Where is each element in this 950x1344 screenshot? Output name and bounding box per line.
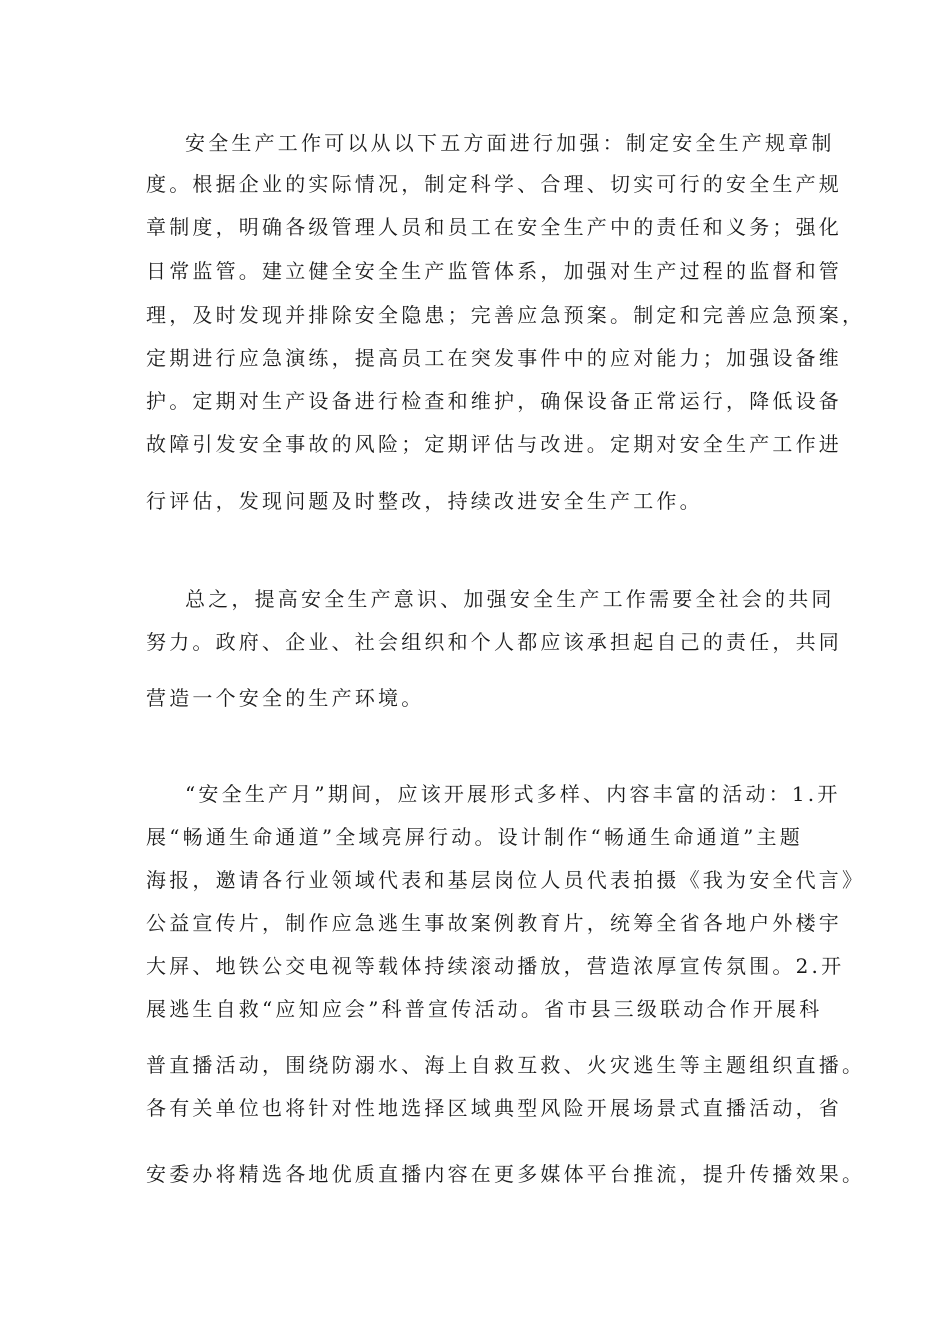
- paragraph-3-line-1: “安全生产月”期间，应该开展形式多样、内容丰富的活动：1.开: [185, 782, 841, 806]
- paragraph-1-line-2: 度。根据企业的实际情况，制定科学、合理、切实可行的安全生产规: [146, 172, 842, 196]
- paragraph-2-line-1: 总之，提高安全生产意识、加强安全生产工作需要全社会的共同: [185, 587, 835, 611]
- paragraph-3-line-6: 展逃生自救“应知应会”科普宣传活动。省市县三级联动合作开展科: [146, 997, 823, 1021]
- paragraph-1-line-9: 行评估，发现问题及时整改，持续改进安全生产工作。: [146, 489, 703, 513]
- paragraph-1-line-8: 故障引发安全事故的风险；定期评估与改进。定期对安全生产工作进: [146, 432, 842, 456]
- paragraph-2-line-2: 努力。政府、企业、社会组织和个人都应该承担起自己的责任，共同: [146, 630, 842, 654]
- paragraph-3-line-9: 安委办将精选各地优质直播内容在更多媒体平台推流，提升传播效果。: [146, 1162, 866, 1186]
- paragraph-3-line-2: 展“畅通生命通道”全域亮屏行动。设计制作“畅通生命通道”主题: [146, 825, 803, 849]
- paragraph-1-line-5: 理，及时发现并排除安全隐患；完善应急预案。制定和完善应急预案，: [146, 303, 866, 327]
- paragraph-3-line-7: 普直播活动，围绕防溺水、海上自救互救、火灾逃生等主题组织直播。: [146, 1053, 866, 1077]
- paragraph-1-line-3: 章制度，明确各级管理人员和员工在安全生产中的责任和义务；强化: [146, 215, 842, 239]
- paragraph-1-line-1: 安全生产工作可以从以下五方面进行加强：制定安全生产规章制: [185, 131, 835, 155]
- paragraph-2-line-3: 营造一个安全的生产环境。: [146, 686, 425, 710]
- paragraph-3-line-4: 公益宣传片，制作应急逃生事故案例教育片，统筹全省各地户外楼宇: [146, 911, 842, 935]
- paragraph-1-line-4: 日常监管。建立健全安全生产监管体系，加强对生产过程的监督和管: [146, 259, 842, 283]
- paragraph-3-line-3: 海报，邀请各行业领域代表和基层岗位人员代表拍摄《我为安全代言》: [146, 868, 866, 892]
- paragraph-3-line-5: 大屏、地铁公交电视等载体持续滚动播放，营造浓厚宣传氛围。2.开: [146, 954, 845, 978]
- paragraph-3-line-8: 各有关单位也将针对性地选择区域典型风险开展场景式直播活动，省: [146, 1096, 842, 1120]
- paragraph-1-line-6: 定期进行应急演练，提高员工在突发事件中的应对能力；加强设备维: [146, 346, 842, 370]
- paragraph-1-line-7: 护。定期对生产设备进行检查和维护，确保设备正常运行，降低设备: [146, 389, 842, 413]
